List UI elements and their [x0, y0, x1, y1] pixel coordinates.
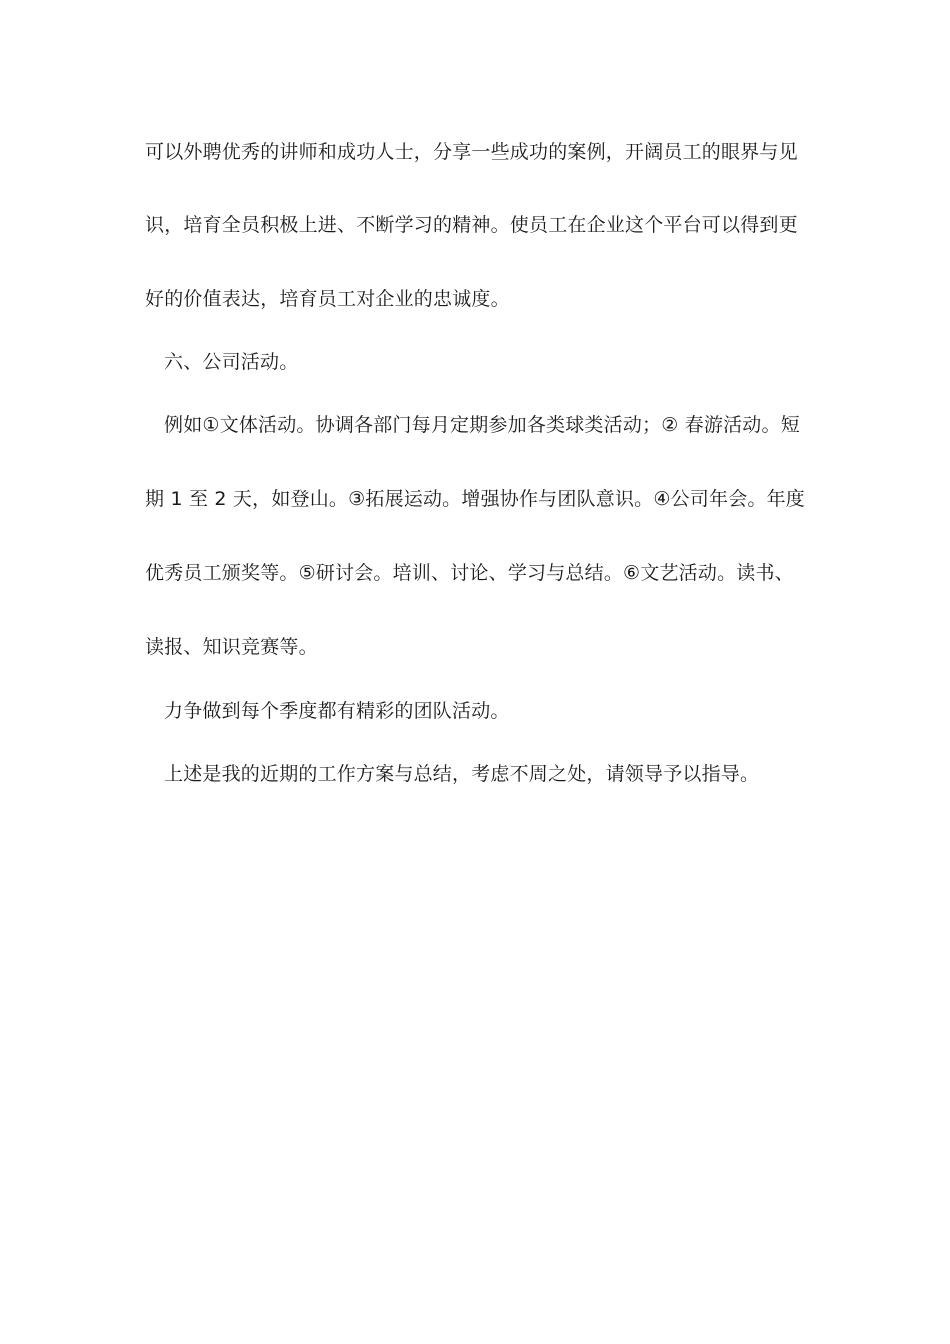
paragraph-line: 优秀员工颁奖等。⑤研讨会。培训、讨论、学习与总结。⑥文艺活动。读书、 [145, 562, 794, 584]
paragraph-line: 例如①文体活动。协调各部门每月定期参加各类球类活动；② 春游活动。短 [164, 414, 800, 436]
paragraph-line: 期 1 至 2 天，如登山。③拓展运动。增强协作与团队意识。④公司年会。年度 [145, 488, 806, 510]
paragraph-line: 上述是我的近期的工作方案与总结，考虑不周之处，请领导予以指导。 [164, 763, 760, 785]
paragraph-line: 可以外聘优秀的讲师和成功人士，分享一些成功的案例，开阔员工的眼界与见 [145, 141, 798, 163]
section-heading: 六、公司活动。 [164, 351, 299, 373]
paragraph-line: 读报、知识竞赛等。 [145, 636, 318, 658]
paragraph-line: 好的价值表达，培育员工对企业的忠诚度。 [145, 288, 510, 310]
paragraph-line: 力争做到每个季度都有精彩的团队活动。 [164, 700, 510, 722]
paragraph-line: 识，培育全员积极上进、不断学习的精神。使员工在企业这个平台可以得到更 [145, 214, 798, 236]
